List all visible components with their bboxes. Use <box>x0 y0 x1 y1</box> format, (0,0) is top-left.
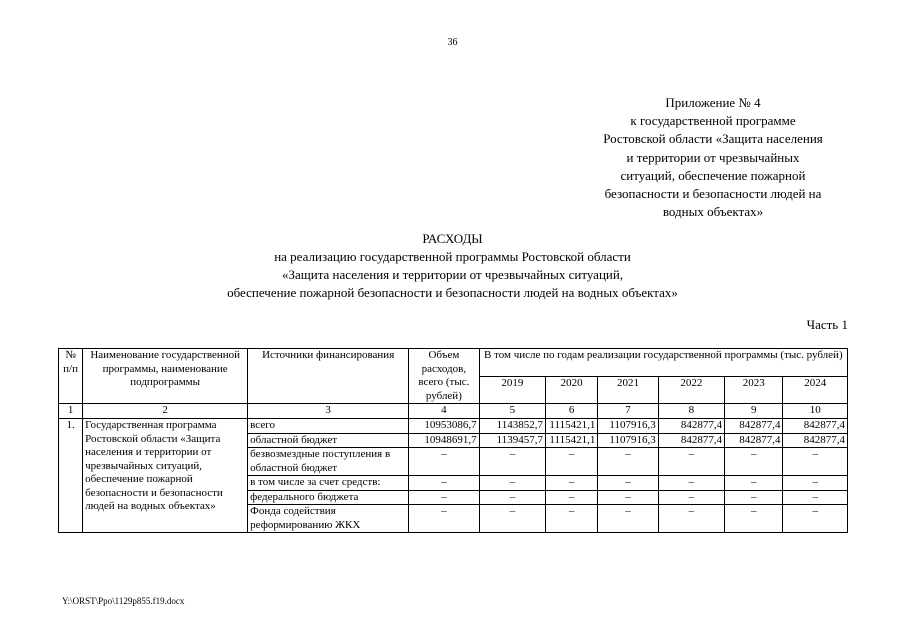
header-name: Наименование государственной программы, наименование подпрограммы <box>83 349 248 404</box>
column-number-row <box>59 404 848 419</box>
year-cell: 1107916,3 <box>598 433 658 448</box>
year-cell: 1115421,1 <box>546 433 598 448</box>
appendix-reference <box>568 94 858 221</box>
year-cell: – <box>783 505 848 533</box>
year-cell: 1107916,3 <box>598 419 658 434</box>
year-cell: 842877,4 <box>658 419 724 434</box>
table-row <box>59 419 848 434</box>
column-number: 8 <box>658 404 724 419</box>
column-number: 3 <box>248 404 409 419</box>
header-year: 2020 <box>546 376 598 404</box>
header-year: 2023 <box>725 376 783 404</box>
year-cell: – <box>725 448 783 476</box>
year-cell: – <box>658 448 724 476</box>
year-cell: – <box>598 448 658 476</box>
total-cell: – <box>409 490 479 505</box>
appendix-line: к государственной программе <box>630 113 796 129</box>
total-cell: – <box>409 476 479 491</box>
header-source: Источники финансирования <box>248 349 409 404</box>
appendix-line: ситуаций, обеспечение пожарной <box>620 167 806 183</box>
year-cell: – <box>783 490 848 505</box>
header-number: № п/п <box>59 349 83 404</box>
year-cell: – <box>725 490 783 505</box>
year-cell: – <box>479 490 545 505</box>
header-year: 2021 <box>598 376 658 404</box>
header-years-group: В том числе по годам реализации государственной программы (тыс. рублей) <box>479 349 847 377</box>
year-cell: – <box>783 448 848 476</box>
year-cell: – <box>783 476 848 491</box>
source-cell: областной бюджет <box>248 433 409 448</box>
year-cell: 1139457,7 <box>479 433 545 448</box>
appendix-line: водных объектах» <box>662 204 764 220</box>
title-line: «Защита населения и территории от чрезвычайных ситуаций, <box>281 267 624 282</box>
program-name: Государственная программа Ростовской области «Защита населения и территории от чрезвычайных ситуаций, обеспечение пожарной безопасности и безопасности людей на водных объектах» <box>83 419 248 533</box>
source-cell: федерального бюджета <box>248 490 409 505</box>
source-cell: безвозмездные поступления в областной бюджет <box>248 448 409 476</box>
year-cell: 842877,4 <box>658 433 724 448</box>
part-label: Часть 1 <box>806 317 848 332</box>
column-number: 10 <box>783 404 848 419</box>
source-cell: всего <box>248 419 409 434</box>
year-cell: – <box>658 490 724 505</box>
year-cell: – <box>546 476 598 491</box>
column-number: 5 <box>479 404 545 419</box>
source-cell: в том числе за счет средств: <box>248 476 409 491</box>
page-number: 36 <box>447 37 458 48</box>
year-cell: – <box>479 448 545 476</box>
appendix-line: Приложение № 4 <box>665 95 761 110</box>
source-cell: Фонда содействия реформированию ЖКХ <box>248 505 409 533</box>
program-number: 1. <box>59 419 83 533</box>
year-cell: – <box>479 476 545 491</box>
expenses-table <box>58 348 848 533</box>
appendix-line: безопасности и безопасности людей на <box>604 186 822 202</box>
header-total: Объем расходов, всего (тыс. рублей) <box>409 349 479 404</box>
year-cell: 842877,4 <box>783 433 848 448</box>
year-cell: – <box>725 505 783 533</box>
column-number: 6 <box>546 404 598 419</box>
year-cell: – <box>598 490 658 505</box>
year-cell: 842877,4 <box>725 433 783 448</box>
year-cell: – <box>546 505 598 533</box>
header-year: 2024 <box>783 376 848 404</box>
title-line: на реализацию государственной программы Ростовской области <box>274 249 631 264</box>
document-title <box>0 230 905 302</box>
year-cell: 1143852,7 <box>479 419 545 434</box>
column-number: 4 <box>409 404 479 419</box>
year-cell: – <box>598 476 658 491</box>
column-number: 2 <box>83 404 248 419</box>
year-cell: – <box>725 476 783 491</box>
header-year: 2022 <box>658 376 724 404</box>
year-cell: – <box>479 505 545 533</box>
total-cell: – <box>409 448 479 476</box>
year-cell: 842877,4 <box>725 419 783 434</box>
total-cell: – <box>409 505 479 533</box>
year-cell: 1115421,1 <box>546 419 598 434</box>
year-cell: 842877,4 <box>783 419 848 434</box>
file-path-footer: Y:\ORST\Ppo\1129p855.f19.docx <box>62 596 185 606</box>
year-cell: – <box>546 448 598 476</box>
year-cell: – <box>658 476 724 491</box>
column-number: 1 <box>59 404 83 419</box>
column-number: 9 <box>725 404 783 419</box>
appendix-line: и территории от чрезвычайных <box>626 149 800 165</box>
appendix-line: Ростовской области «Защита населения <box>603 131 823 147</box>
total-cell: 10948691,7 <box>409 433 479 448</box>
header-year: 2019 <box>479 376 545 404</box>
year-cell: – <box>658 505 724 533</box>
year-cell: – <box>598 505 658 533</box>
title-line: обеспечение пожарной безопасности и безопасности людей на водных объектах» <box>227 285 678 300</box>
total-cell: 10953086,7 <box>409 419 479 434</box>
column-number: 7 <box>598 404 658 419</box>
title-heading: РАСХОДЫ <box>422 231 483 246</box>
year-cell: – <box>546 490 598 505</box>
